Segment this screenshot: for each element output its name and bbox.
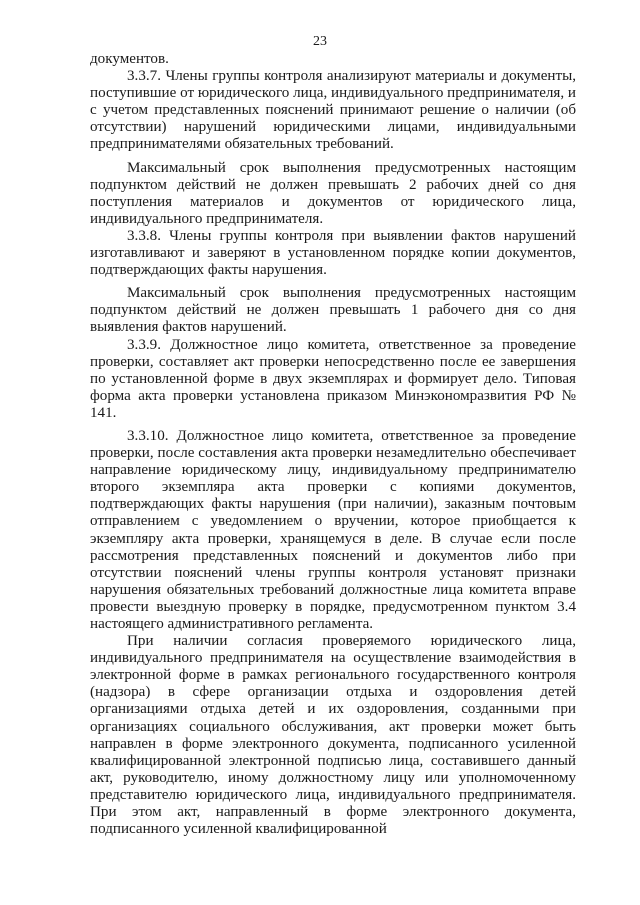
paragraph-deadline-3-3-7: Максимальный срок выполнения предусмотренных настоящим подпунктом действий не должен превышать 2 рабочих дней со дня поступления материалов и документов от юридического лица, индивидуального предпринимателя. [90,159,576,227]
paragraph-3-3-7: 3.3.7. Члены группы контроля анализируют материалы и документы, поступившие от юридического лица, индивидуального предпринимателя, и с учетом представленных пояснений принимают решение о наличии (об отсутствии) нарушений юридическими лицами, индивидуальными предпринимателями обязательных требований. [90,68,576,153]
paragraph-3-3-9: 3.3.9. Должностное лицо комитета, ответственное за проведение проверки, составляет акт проверки непосредственно после ее завершения по установленной форме в двух экземплярах и формирует дело. Типовая форма акта проверки установлена приказом Минэкономразвития РФ № 141. [90,336,576,421]
paragraph-deadline-3-3-8: Максимальный срок выполнения предусмотренных настоящим подпунктом действий не должен превышать 1 рабочего дня со дня выявления фактов нарушений. [90,285,576,336]
paragraph-electronic-form: При наличии согласия проверяемого юридического лица, индивидуального предпринимателя на осуществление взаимодействия в электронной форме в рамках регионального государственного контроля (надзора) в сфере организации отдыха и оздоровления детей организациями отдыха детей и их оздоровления, созданными при организациях социального обслуживания, акт проверки может быть направлен в форме электронного документа, подписанного усиленной квалифицированной электронной подписью лица, составившего данный акт, руководителю, иному должностному лицу или уполномоченному представителю юридического лица, индивидуального предпринимателя. При этом акт, направленный в форме электронного документа, подписанного усиленной квалифицированной [90,633,576,838]
document-body [90,51,576,838]
page-number: 23 [313,34,327,49]
paragraph-continuation: документов. [90,51,169,67]
paragraph-3-3-10: 3.3.10. Должностное лицо комитета, ответственное за проведение проверки, после составления акта проверки незамедлительно обеспечивает направление юридическому лицу, индивидуальному предпринимателю второго экземпляра акта проверки с копиями документов, подтверждающих факты нарушения (при наличии), заказным почтовым отправлением с уведомлением о вручении, которое приобщается к экземпляру акта проверки, хранящемуся в деле. В случае если после рассмотрения представленных пояснений и документов либо при отсутствии пояснений члены группы контроля установят признаки нарушения обязательных требований должностные лица комитета вправе провести выездную проверку в порядке, предусмотренном пунктом 3.4 настоящего административного регламента. [90,427,576,632]
paragraph-3-3-8: 3.3.8. Члены группы контроля при выявлении фактов нарушений изготавливают и заверяют в установленном порядке копии документов, подтверждающих факты нарушения. [90,227,576,279]
